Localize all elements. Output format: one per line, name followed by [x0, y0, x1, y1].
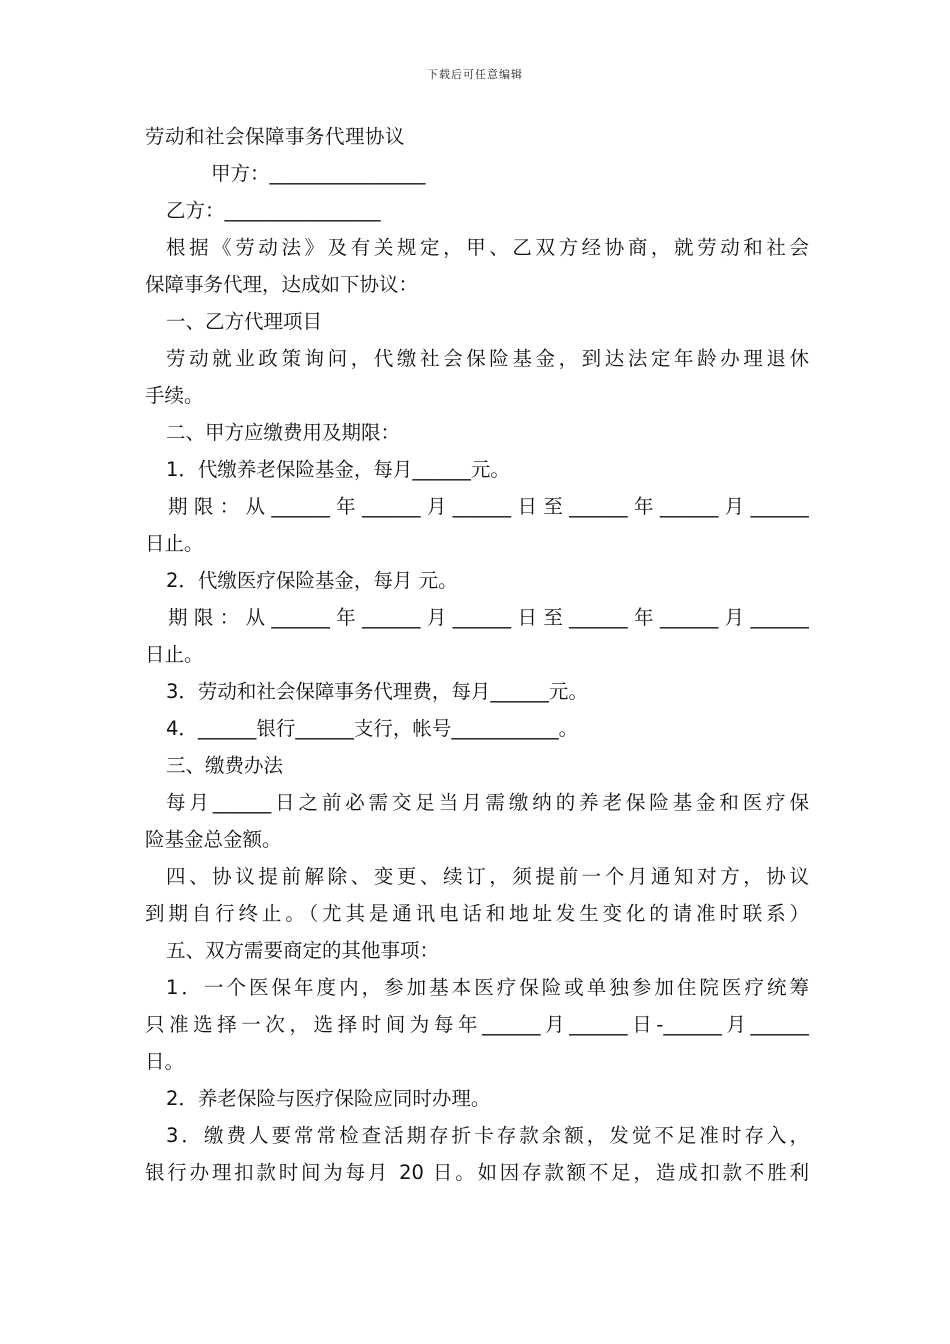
paragraph-line: 日。	[145, 1050, 185, 1073]
paragraph-line: 险基金总金额。	[145, 828, 282, 851]
term-line-end: 日止。	[145, 532, 204, 555]
list-item: 3．缴费人要常常检查活期存折卡存款余额，发觉不足准时存入，	[166, 1124, 809, 1147]
term-line-end: 日止。	[145, 643, 204, 666]
section-heading: 二、甲方应缴费用及期限：	[166, 421, 401, 444]
list-item: 1．一个医保年度内，参加基本医疗保险或单独参加住院医疗统筹	[166, 976, 809, 999]
document-title: 劳动和社会保障事务代理协议	[145, 125, 406, 148]
party-a-line: 甲方：________________	[211, 162, 426, 185]
term-line: 期限：从______年______月______日至______年______月______	[168, 495, 809, 518]
paragraph-line: 手续。	[145, 384, 204, 407]
section-heading: 一、乙方代理项目	[166, 310, 323, 333]
paragraph-line: 每月______日之前必需交足当月需缴纳的养老保险基金和医疗保	[166, 791, 809, 814]
party-b-line: 乙方：________________	[166, 199, 381, 222]
term-line: 期限：从______年______月______日至______年______月______	[168, 606, 809, 629]
agreement-body	[145, 118, 809, 1191]
list-item: 1．代缴养老保险基金，每月______元。	[166, 458, 510, 481]
paragraph-line: 根据《劳动法》及有关规定，甲、乙双方经协商，就劳动和社会	[166, 236, 809, 259]
list-item: 4．______银行______支行，帐号___________。	[166, 717, 579, 740]
section-heading: 三、缴费办法	[166, 754, 284, 777]
paragraph-line: 银行办理扣款时间为每月 20 日。如因存款额不足，造成扣款不胜利	[145, 1161, 809, 1184]
paragraph-line: 劳动就业政策询问，代缴社会保险基金，到达法定年龄办理退休	[166, 347, 809, 370]
paragraph-line: 到期自行终止。（尤其是通讯电话和地址发生变化的请准时联系）	[145, 902, 809, 925]
section-heading: 五、双方需要商定的其他事项：	[166, 939, 440, 962]
list-item: 2．代缴医疗保险基金，每月 元。	[166, 569, 458, 592]
paragraph-line: 只准选择一次，选择时间为每年______月______日-______月______	[145, 1013, 809, 1036]
list-item: 2．养老保险与医疗保险应同时办理。	[166, 1087, 491, 1110]
list-item: 3．劳动和社会保障事务代理费，每月______元。	[166, 680, 588, 703]
section-heading: 四、协议提前解除、变更、续订，须提前一个月通知对方，协议	[166, 865, 809, 888]
page-header: 下载后可任意编辑	[427, 68, 523, 81]
paragraph-line: 保障事务代理，达成如下协议：	[145, 273, 419, 296]
